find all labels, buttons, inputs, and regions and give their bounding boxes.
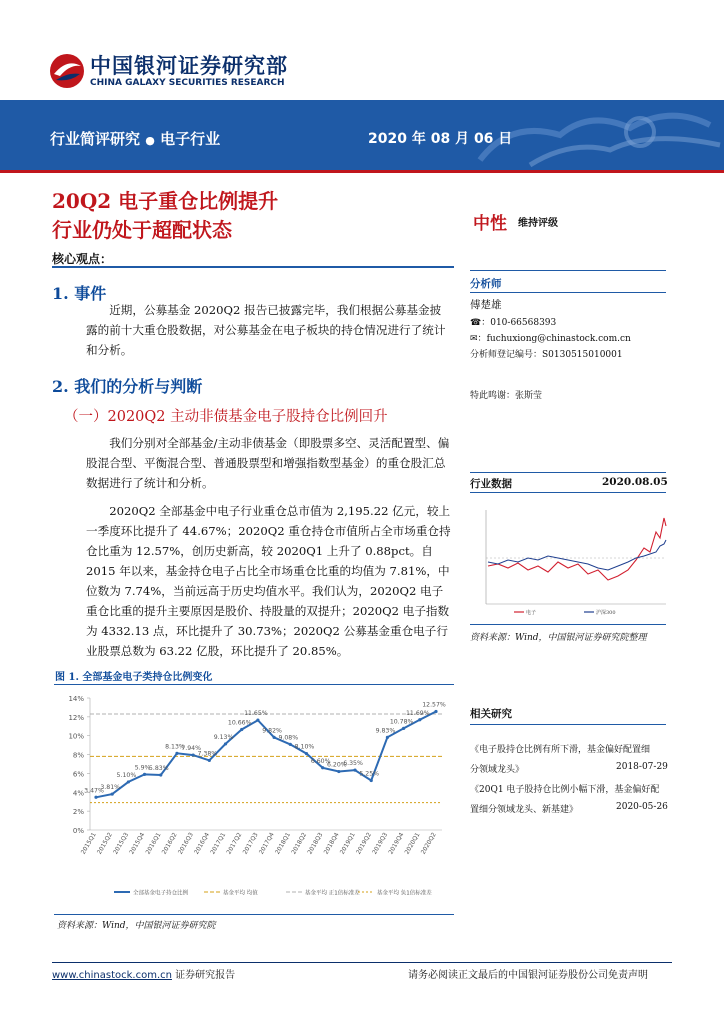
data-point (370, 779, 373, 782)
data-label: 9.82% (262, 727, 282, 735)
industry-data-source: 资料来源：Wind，中国银河证券研究院整理 (470, 633, 647, 643)
x-tick-label: 2020Q2 (419, 831, 438, 856)
industry-data-rule (470, 492, 666, 493)
industry-data-date: 2020.08.05 (602, 476, 668, 488)
report-type: 行业简评研究 (50, 130, 141, 148)
data-label: 3.47% (84, 787, 104, 795)
x-tick-label: 2017Q2 (225, 831, 244, 856)
data-label: 7.94% (181, 745, 201, 753)
y-tick-label: 10% (68, 732, 84, 741)
x-tick-label: 2015Q1 (79, 831, 98, 856)
x-tick-label: 2016Q4 (193, 831, 212, 856)
y-tick-label: 2% (72, 808, 84, 817)
section-2-paragraph-1: 我们分别对全部基金/主动非债基金（即股票多空、灵活配置型、偏股混合型、平衡混合型、普通股票型和增强指数型基金）的重仓股汇总数据进行了统计和分析。 (86, 436, 450, 490)
figure-bottom-rule (54, 914, 454, 915)
figure-source: 资料来源：Wind，中国银河证券研究院 (57, 921, 216, 931)
y-tick-label: 8% (72, 751, 84, 760)
related-item-1-title-cont[interactable]: 分领域龙头》 (470, 765, 525, 775)
x-tick-label: 2016Q2 (160, 831, 179, 856)
data-point (321, 766, 324, 769)
bullet-icon: ● (145, 134, 155, 147)
section-1-text: 近期，公募基金 2020Q2 报告已披露完毕，我们根据公募基金披露的前十大重仓股数据，对公募基金在电子板块的持仓情况进行了统计和分析。 (86, 303, 446, 357)
x-tick-label: 2017Q1 (209, 831, 228, 856)
section-2-paragraph-2: 2020Q2 全部基金中电子行业重仓总市值为 2,195.22 亿元，较上一季度环比提升了 44.67%；2020Q2 重仓持仓市值所占全市场重仓持仓比重为 12.57%，创历史新高，较 2020Q1 上升了 0.88pct。自 2015 年以来，基金持仓电子占比全市场重仓比重的均值为 7.81%，中位数为 7.74%，当前远高于历史均值水平。我们认为，2020Q2 电子重仓比重的提升主要原因是股价、持股量的双提升；2020Q2 电子指数为 4332.13 点，环比提升了 30.73%；2020Q2 公募基金重仓电子行业股票总数为 63.22 亿股，环比提升了 20.85%。 (86, 504, 451, 658)
data-label: 5.25% (359, 770, 380, 778)
x-tick-label: 2018Q4 (322, 831, 341, 856)
galaxy-logo-icon (48, 52, 86, 90)
y-tick-label: 4% (72, 789, 84, 798)
legend-label: 基金平均 负1倍标准差 (377, 890, 432, 897)
related-item-1-title[interactable]: 《电子股持仓比例有所下滑，基金偏好配置细 (470, 745, 651, 755)
email-icon: ✉ (470, 334, 478, 344)
analyst-top-rule (470, 270, 666, 271)
analyst-email[interactable]: fuchuxiong@chinastock.com.cn (486, 334, 631, 344)
data-label: 10.66% (227, 719, 252, 727)
data-label: 8.13% (165, 743, 185, 751)
data-point (337, 770, 340, 773)
core-view-label: 核心观点： (52, 252, 113, 266)
industry-data-top-rule (470, 472, 666, 473)
footer-site (52, 966, 235, 981)
data-point (127, 780, 130, 783)
x-tick-label: 2015Q3 (112, 831, 131, 856)
data-label: 8.10% (294, 743, 315, 751)
logo-text-en: CHINA GALAXY SECURITIES RESEARCH (90, 78, 285, 88)
rating-note: 维持评级 (518, 218, 558, 229)
x-tick-label: 2015Q4 (128, 831, 147, 856)
data-point (94, 796, 97, 799)
section-2-title: 2. 我们的分析与判断 (52, 377, 203, 396)
legend-label: 基金平均 正1倍标准差 (305, 890, 360, 897)
analyst-phone: 010-66568393 (490, 318, 557, 328)
data-point (240, 728, 243, 731)
x-tick-label: 2019Q3 (371, 831, 390, 856)
report-category (50, 128, 220, 149)
industry-data-heading: 行业数据 (470, 478, 512, 490)
data-label: 6.60% (310, 757, 331, 765)
related-research-panel (470, 706, 670, 836)
data-point (208, 759, 211, 762)
x-tick-label: 2017Q3 (241, 831, 260, 856)
analyst-email-row: ✉：fuchuxiong@chinastock.com.cn (470, 334, 631, 344)
data-point (289, 743, 292, 746)
analyst-phone-row: ☎：010-66568393 (470, 318, 557, 328)
data-point (192, 754, 195, 757)
industry-mini-chart (474, 500, 668, 618)
x-tick-label: 2018Q1 (274, 831, 293, 856)
data-label: 7.38% (197, 750, 218, 758)
banner-divider (0, 170, 724, 173)
related-item-2-title[interactable]: 《20Q1 电子股持仓比例小幅下滑，基金偏好配 (470, 785, 660, 795)
footer-disclaimer: 请务必阅读正文最后的中国银河证券股份公司免责声明 (408, 970, 648, 981)
x-tick-label: 2018Q2 (290, 831, 309, 856)
data-point (418, 718, 421, 721)
data-label: 6.35% (343, 760, 363, 768)
core-view-rule (52, 266, 454, 268)
footer-site-suffix: 证券研究报告 (171, 970, 236, 981)
industry-data-bottom-rule (470, 624, 666, 625)
legend-label: 全部基金电子持仓比例 (133, 890, 189, 897)
x-tick-label: 2019Q4 (387, 831, 406, 856)
data-label: 9.83% (375, 727, 396, 735)
related-heading: 相关研究 (470, 708, 512, 720)
analyst-name: 傅楚雄 (470, 299, 502, 311)
data-label: 10.78% (389, 718, 414, 726)
rating-value: 中性 (473, 214, 507, 234)
data-point (143, 773, 146, 776)
section-2-subtitle: （一）2020Q2 主动非债基金电子股持仓比例回升 (64, 409, 388, 425)
x-tick-label: 2020Q1 (403, 831, 422, 856)
x-tick-label: 2019Q2 (355, 831, 373, 856)
data-point (111, 792, 114, 795)
related-rule (470, 724, 666, 725)
section-1-title: 1. 事件 (52, 284, 107, 303)
analyst-heading-rule (470, 292, 666, 293)
x-tick-label: 2016Q1 (144, 831, 163, 856)
data-point (305, 752, 308, 755)
x-tick-label: 2017Q4 (257, 831, 276, 856)
x-tick-label: 2016Q3 (176, 831, 195, 856)
data-label: 3.81% (100, 784, 121, 792)
analyst-panel (470, 270, 670, 410)
data-point (224, 742, 227, 745)
y-tick-label: 6% (72, 770, 84, 779)
related-item-2-title-cont[interactable]: 置细分领域龙头、新基建》 (470, 805, 579, 815)
data-point (272, 736, 275, 739)
y-tick-label: 12% (68, 713, 84, 722)
legend-label: 基金平均 均值 (223, 890, 258, 897)
related-item-1-date: 2018-07-29 (616, 762, 668, 772)
data-point (434, 710, 437, 713)
y-tick-label: 14% (68, 695, 84, 703)
logo (48, 50, 348, 94)
data-label: 11.69% (406, 709, 430, 717)
data-label: 5.9% (134, 764, 151, 772)
figure-1-label: 图 1. 全部基金电子类持仓比例变化 (55, 672, 213, 683)
phone-icon: ☎ (470, 318, 482, 328)
analyst-cert: 分析师登记编号：S0130515010001 (470, 350, 623, 360)
data-label: 9.13% (213, 733, 234, 741)
data-point (159, 773, 162, 776)
report-date: 2020 年 08 月 06 日 (368, 131, 513, 147)
x-tick-label: 2015Q2 (95, 831, 114, 856)
data-point (386, 736, 389, 739)
mini-series-electronics (488, 518, 666, 580)
y-tick-label: 0% (72, 827, 84, 835)
related-item-2-date: 2020-05-26 (616, 802, 668, 812)
data-label: 5.83% (148, 765, 169, 773)
thanks-note: 特此鸣谢：张斯莹 (470, 391, 543, 401)
series-line (96, 709, 436, 798)
industry-data-panel (470, 472, 670, 647)
data-label: 9.08% (278, 734, 299, 742)
data-label: 11.65% (244, 710, 268, 718)
mini-legend-1: 电子 (526, 610, 537, 616)
figure-top-rule (54, 684, 454, 685)
footer-site-link[interactable]: www.chinastock.com.cn (52, 970, 172, 981)
data-label: 12.57% (422, 701, 446, 709)
data-label: 5.10% (116, 771, 137, 779)
logo-text-cn: 中国银河证券研究部 (90, 54, 288, 78)
footer-rule (52, 962, 672, 963)
data-point (402, 727, 405, 730)
data-label: 6.20% (327, 761, 347, 769)
x-tick-label: 2019Q1 (338, 831, 357, 856)
title-line-2: 行业仍处于超配状态 (52, 218, 232, 242)
x-tick-label: 2018Q3 (306, 831, 325, 856)
title-line-1: 20Q2 电子重仓比例提升 (52, 189, 279, 213)
analyst-heading: 分析师 (470, 278, 502, 290)
industry-name: 电子行业 (160, 130, 221, 148)
mini-legend-2: 沪深300 (596, 610, 616, 616)
data-point (175, 752, 178, 755)
data-point (353, 769, 356, 772)
data-point (256, 719, 259, 722)
holding-ratio-chart (54, 688, 454, 910)
